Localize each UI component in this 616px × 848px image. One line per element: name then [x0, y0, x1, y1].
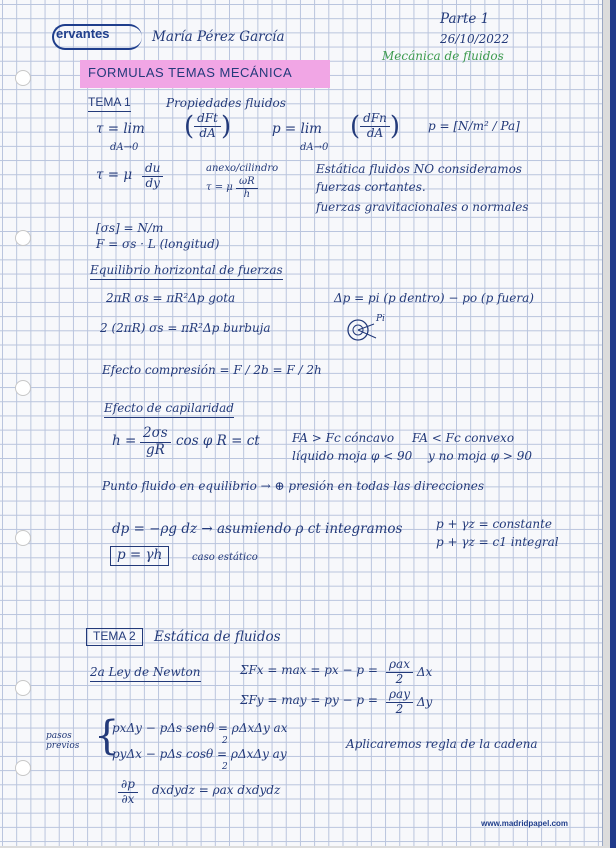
- surface-tension-force: F = σs · L (longitud): [96, 237, 220, 251]
- date: 26/10/2022: [440, 32, 510, 46]
- estatica-line-2: fuerzas cortantes.: [316, 180, 426, 194]
- shear-fraction: ( $\frac{\text{dFt}}{dA}$ ): [184, 111, 232, 142]
- system-brace: {: [94, 713, 120, 759]
- capillary-lhs: h =: [112, 433, 137, 449]
- wetting-condition: líquido moja φ < 90: [292, 449, 413, 463]
- drop-equation: 2πR σs = πR²Δp gota: [106, 291, 236, 305]
- sum-fy-den: 2: [395, 701, 404, 716]
- dp-equation: dp = −ρg dz → asumiendo ρ ct integramos: [112, 521, 403, 537]
- tema1-heading: TEMA 1: [88, 96, 131, 112]
- bubble-equation: 2 (2πR) σs = πR²Δp burbuja: [100, 321, 271, 335]
- hydrostatic-label: caso estático: [192, 552, 258, 563]
- tema2-subheading: Estática de fluidos: [154, 629, 281, 645]
- estatica-line-3: fuerzas gravitacionales o normales: [316, 200, 529, 214]
- subject: Mecánica de fluidos: [382, 49, 504, 63]
- delta-p-equation: Δp = pi (p dentro) − po (p fuera): [334, 291, 534, 305]
- cervantes-logo-text: ervantes: [56, 26, 110, 41]
- surface-tension-units: [σs] = N/m: [96, 221, 164, 235]
- system-eq-1: pxΔy − pΔs senθ = ρΔxΔy ax: [112, 721, 288, 735]
- concave-condition: FA > Fc cóncavo: [292, 431, 395, 445]
- sum-fy-fraction: [386, 688, 432, 717]
- student-name: María Pérez García: [152, 29, 285, 45]
- partial-den: ∂x: [121, 791, 135, 806]
- convex-condition: FA < Fc convexo: [412, 431, 515, 445]
- hydrostatic-equation: p = γh: [110, 546, 169, 566]
- capilaridad-heading: Efecto de capilaridad: [104, 402, 234, 418]
- cilindro-num: ωR: [236, 176, 258, 189]
- system-eq-2-den: 2: [222, 762, 228, 772]
- partial-num: ∂p: [118, 778, 138, 793]
- notebook-binding: [610, 0, 616, 848]
- sum-fx-fraction: [386, 658, 432, 687]
- tema2-heading: TEMA 2: [86, 628, 143, 646]
- pressure-lim-sub: dA→0: [300, 142, 329, 153]
- equilibrio-heading: Equilibrio horizontal de fuerzas: [90, 264, 283, 280]
- newton-law-heading: 2a Ley de Newton: [90, 666, 201, 682]
- chain-rule-note: Aplicaremos regla de la cadena: [346, 737, 538, 751]
- shear-den: dA: [199, 125, 216, 140]
- shear-num: dFt: [194, 112, 221, 127]
- constant-1: p + γz = constante: [436, 517, 553, 531]
- shear-lim-sub: dA→0: [110, 142, 139, 153]
- partial-fraction: [118, 778, 138, 807]
- footer-brand: www.madridpapel.com: [481, 819, 568, 828]
- cilindro-lhs: τ = μ: [206, 182, 233, 193]
- pressure-fraction: ( $\frac{\text{dFn}}{dA}$ ): [350, 111, 401, 142]
- pressure-lim: p = lim: [272, 121, 322, 137]
- viscosity-fraction: [142, 162, 163, 191]
- capillary-fraction: [140, 426, 171, 458]
- sum-fy-equation: ΣFy = may = py − p =: [240, 693, 378, 707]
- sum-fx-tail: Δx: [416, 664, 433, 679]
- cilindro-fraction: [236, 176, 258, 200]
- shear-lim: τ = lim: [96, 121, 145, 137]
- capillary-den: gR: [145, 441, 165, 458]
- fluid-point-statement: Punto fluido en equilibrio → ⊕ presión en todas las direcciones: [102, 479, 484, 493]
- cilindro-den: h: [243, 188, 251, 200]
- capillary-rhs: cos φ R = ct: [176, 433, 260, 449]
- bubble-diagram: [346, 314, 386, 348]
- viscosity-den: dy: [145, 175, 160, 190]
- cilindro-label: anexo/cilindro: [206, 163, 279, 174]
- partial-equation: dxdydz = ρax dxdydz: [152, 783, 281, 797]
- sum-fx-equation: ΣFx = max = px − p =: [240, 663, 378, 677]
- pressure-num: dFn: [360, 112, 390, 127]
- pressure-den: dA: [366, 125, 384, 140]
- tema1-subheading: Propiedades fluidos: [166, 96, 286, 110]
- capillary-num: 2σs: [140, 426, 171, 443]
- compression-effect: Efecto compresión = F / 2b = F / 2h: [102, 363, 322, 377]
- pasos-previos-label: pasos previos: [46, 731, 80, 751]
- system-eq-2: pyΔx − pΔs cosθ = ρΔxΔy ay: [112, 747, 287, 761]
- constant-2: p + γz = c1 integral: [436, 535, 559, 549]
- pi-label: Pi: [376, 314, 385, 324]
- non-wetting-condition: y no moja φ > 90: [428, 449, 533, 463]
- page-title: FORMULAS TEMAS MECÁNICA: [88, 65, 293, 80]
- system-eq-1-den: 2: [222, 736, 228, 746]
- estatica-line-1: Estática fluidos NO consideramos: [316, 162, 522, 176]
- viscosity-lhs: τ = μ: [96, 167, 133, 183]
- sum-fx-den: 2: [395, 671, 404, 686]
- sum-fy-tail: Δy: [416, 694, 433, 709]
- viscosity-num: du: [142, 162, 163, 177]
- sum-fy-num: ρay: [386, 688, 413, 703]
- pressure-units: p = [N/m² / Pa]: [428, 119, 520, 133]
- part-label: Parte 1: [440, 11, 490, 27]
- sum-fx-num: ρax: [386, 658, 413, 673]
